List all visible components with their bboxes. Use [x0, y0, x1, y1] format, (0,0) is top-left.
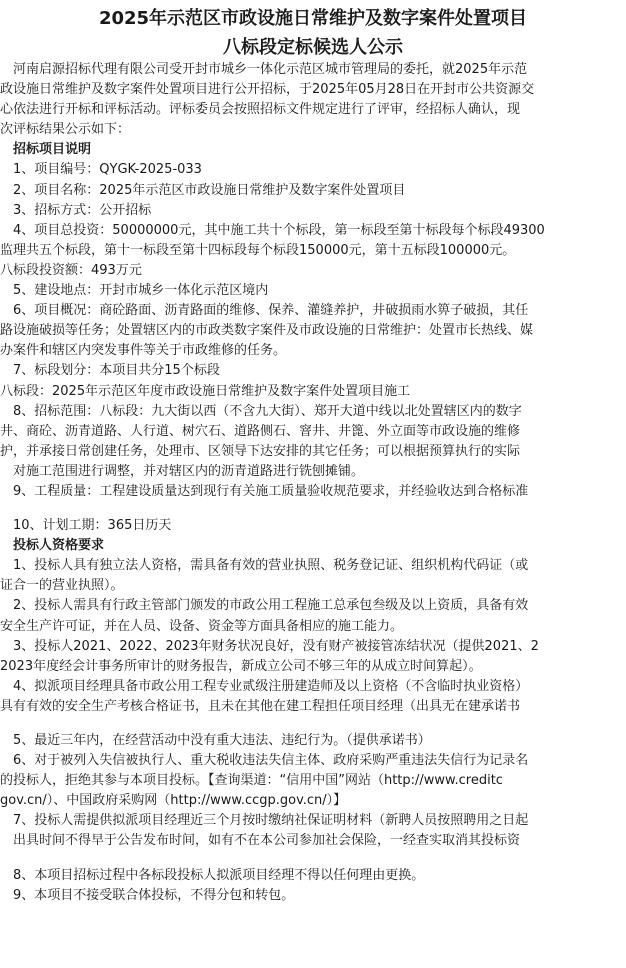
qualification-item: 2023年度经会计事务所审计的财务报告，新成立公司不够三年的从成立时间算起）。: [0, 658, 482, 674]
qualification-item: 1、投标人具有独立法人资格，需具备有效的营业执照、税务登记证、组织机构代码证（或: [0, 558, 529, 574]
project-item: 8、招标范围：八标段：九大街以西（不含九大街）、郑开大道中线以北处置辖区内的数字: [0, 403, 522, 419]
paragraph-gap: [0, 852, 626, 866]
project-item: 八标段投资额：493万元: [0, 262, 142, 278]
project-item: 八标段：2025年示范区年度市政设施日常维护及数字案件处置项目施工: [0, 383, 411, 399]
project-item: 4、项目总投资：50000000元，其中施工共十个标段，第一标段至第十标段每个标段49300: [0, 222, 545, 238]
project-item: 10、计划工期：365日历天: [0, 518, 172, 534]
qualification-item: 7、投标人需提供拟派项目经理近三个月按时缴纳社保证明材料（新聘人员按照聘用之日起: [0, 813, 529, 829]
project-item: 办案件和辖区内突发事件等关于市政维修的任务。: [0, 343, 287, 359]
project-item: 路设施破损等任务；处置辖区内的市政类数字案件及市政设施的日常维护：处置市长热线、媒: [0, 323, 534, 339]
project-item: 5、建设地点：开封市城乡一体化示范区境内: [0, 283, 269, 299]
paragraph-gap: [0, 502, 626, 516]
section-heading-project: 招标项目说明: [0, 142, 92, 158]
section-heading-qualification: 投标人资格要求: [0, 538, 105, 554]
project-item: 1、项目编号：QYGK-2025-033: [0, 162, 202, 178]
qualification-item: 4、拟派项目经理具备市政公用工程专业贰级注册建造师及以上资格（不含临时执业资格）: [0, 678, 529, 694]
qualification-item: 5、最近三年内，在经营活动中没有重大违法、违纪行为。（提供承诺书）: [0, 733, 431, 748]
project-item: 2、项目名称：2025年示范区市政设施日常维护及数字案件处置项目: [0, 182, 406, 198]
project-item: 对施工范围进行调整，并对辖区内的沥青道路进行铣刨摊铺。: [0, 463, 365, 479]
project-item: 3、招标方式：公开招标: [0, 202, 152, 218]
intro-line: 政设施日常维护及数字案件处置项目进行公开招标，于2025年05月28日在开封市公共资源交: [0, 82, 535, 98]
intro-line: 河南启源招标代理有限公司受开封市城乡一体化示范区城市管理局的委托，就2025年示范: [0, 62, 528, 77]
project-item: 7、标段划分：本项目共分15个标段: [0, 363, 220, 379]
announcement-body: [0, 60, 626, 906]
page-title: 2025年示范区市政设施日常维护及数字案件处置项目: [98, 8, 528, 29]
project-item: 9、工程质量：工程建设质量达到现行有关施工质量验收规范要求，并经验收达到合格标准: [0, 483, 529, 499]
project-item: 监理共五个标段，第十一标段至第十四标段每个标段150000元，第十五标段100000元。: [0, 242, 516, 258]
qualification-item: 的投标人，拒绝其参与本项目投标。【查询渠道：“信用中国”网站（http://www.creditc: [0, 773, 503, 789]
paragraph-gap: [0, 717, 626, 731]
qualification-item: 3、投标人2021、2022、2023年财务状况良好，没有财产被接管冻结状况（提供2021、2: [0, 638, 539, 654]
qualification-item: 安全生产许可证，并在人员、设备、资金等方面具备相应的施工能力。: [0, 618, 404, 634]
qualification-item: gov.cn/）、中国政府采购网（http://www.ccgp.gov.cn/）】: [0, 793, 347, 809]
project-item: 井、商砼、沥青道路、人行道、树穴石、道路侧石、窨井、井篦、外立面等市政设施的维修: [0, 423, 521, 439]
qualification-item: 9、本项目不接受联合体投标，不得分包和转包。: [0, 887, 295, 903]
page-subtitle: 八标段定标候选人公示: [223, 37, 403, 58]
qualification-item: 2、投标人需具有行政主管部门颁发的市政公用工程施工总承包叁级及以上资质，具备有效: [0, 598, 529, 614]
qualification-item: 6、对于被列入失信被执行人、重大税收违法失信主体、政府采购严重违法失信行为记录名: [0, 753, 529, 769]
qualification-item: 8、本项目招标过程中各标段投标人拟派项目经理不得以任何理由更换。: [0, 867, 425, 883]
qualification-item: 出具时间不得早于公告发布时间，如有不在本公司参加社会保险，一经查实取消其投标资: [0, 833, 521, 849]
qualification-item: 具有有效的安全生产考核合格证书，且未在其他在建工程担任项目经理（出具无在建承诺书: [0, 698, 521, 714]
qualification-item: 证合一的营业执照）。: [0, 578, 124, 594]
project-item: 护，并承接日常创建任务，处理市、区领导下达安排的其它任务；可以根据预算执行的实际: [0, 443, 521, 459]
intro-line: 心依法进行开标和评标活动。评标委员会按照招标文件规定进行了评审，经招标人确认，现: [0, 102, 521, 118]
project-item: 6、项目概况：商砼路面、沥青路面的维修、保养、灌缝养护，井破损雨水箅子破损，其任: [0, 303, 529, 319]
intro-line: 次评标结果公示如下：: [0, 122, 131, 138]
